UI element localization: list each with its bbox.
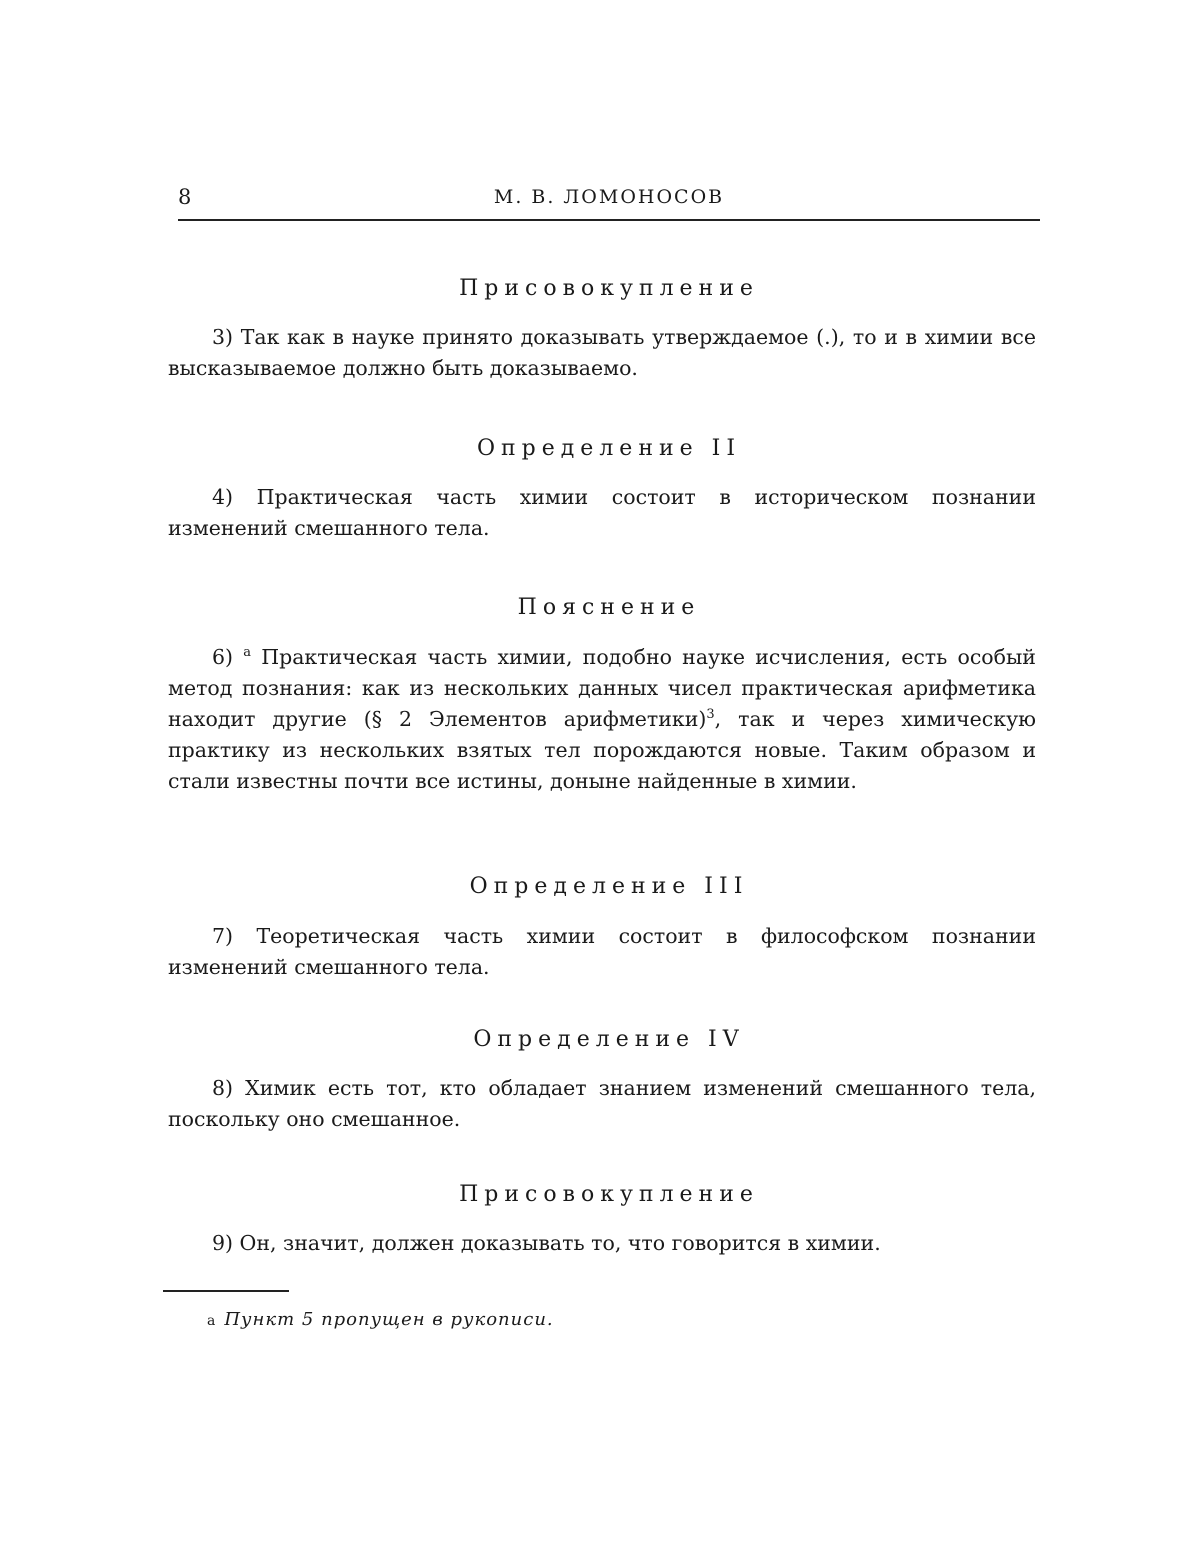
paragraph-4: 4) Практическая часть химии состоит в историческом познании изменений смешанного тела.	[168, 485, 1036, 540]
footnote-text: Пункт 5 пропущен в рукописи.	[224, 1309, 554, 1330]
paragraph-number: 6)	[212, 645, 234, 669]
footnote-mark: а	[207, 1313, 217, 1329]
paragraph-7: 7) Теоретическая часть химии состоит в философском познании изменений смешанного тела.	[168, 924, 1036, 979]
footnote-rule	[163, 1290, 289, 1292]
section-heading: Определение III	[469, 874, 749, 899]
section-heading: Присовокупление	[459, 276, 759, 301]
footnote	[207, 1306, 554, 1335]
paragraph-6	[168, 642, 1036, 797]
paragraph-text: , так и через химическую практику из нескольких взятых тел порождаются новые. Таким образом и стали известны почти все истины, доныне найденные в химии.	[168, 707, 1037, 793]
paragraph-3: 3) Так как в науке принято доказывать утверждаемое (.), то и в химии все высказываемое должно быть доказываемо.	[168, 325, 1036, 380]
paragraph-text: Практическая часть химии, подобно науке исчисления, есть особый метод познания: как из нескольких данных чисел практическая арифметика находит другие (§ 2 Элементов арифметики)	[168, 645, 1036, 731]
running-head: М. В. ЛОМОНОСОВ	[493, 186, 725, 208]
section-heading: Определение IV	[473, 1027, 745, 1052]
paragraph-9: 9) Он, значит, должен доказывать то, что говорится в химии.	[212, 1231, 881, 1255]
page-number: 8	[178, 185, 192, 209]
section-heading: Присовокупление	[459, 1182, 759, 1207]
paragraph-8: 8) Химик есть тот, кто обладает знанием изменений смешанного тела, поскольку оно смешанное.	[168, 1076, 1036, 1131]
footnote-marker: а	[243, 645, 251, 661]
reference-marker: 3	[706, 707, 715, 723]
section-heading: Определение II	[476, 436, 742, 461]
section-heading: Пояснение	[517, 595, 701, 620]
page-header	[178, 183, 1040, 221]
